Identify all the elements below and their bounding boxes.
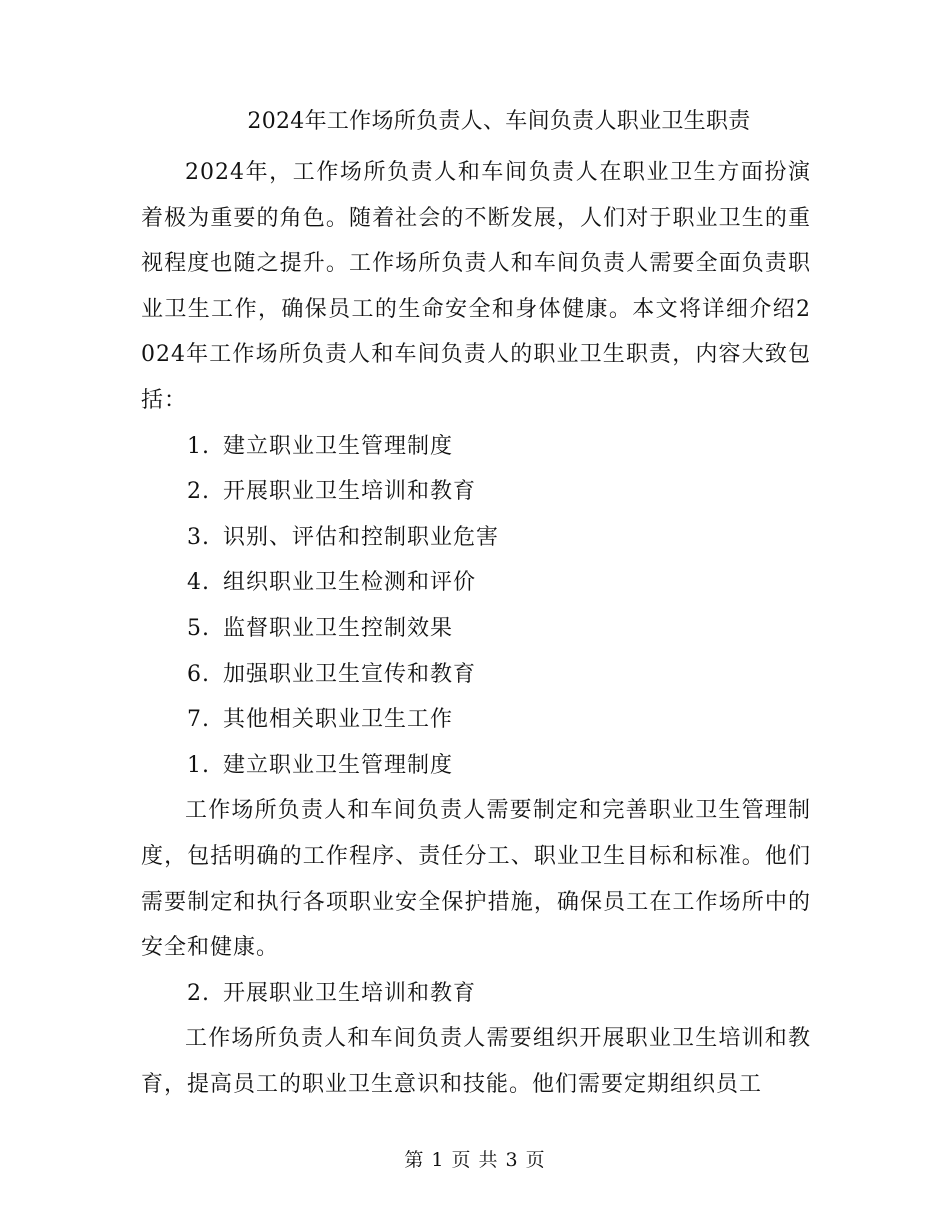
outline-item xyxy=(141,424,811,470)
outline-item xyxy=(141,697,811,743)
document-body xyxy=(141,150,811,1107)
section-number: 1. xyxy=(187,752,210,778)
intro-paragraph: 2024年，工作场所负责人和车间负责人在职业卫生方面扮演着极为重要的角色。随着社会的不断发展，人们对于职业卫生的重视程度也随之提升。工作场所负责人和车间负责人需要全面负责职业卫生工作，确保员工的生命安全和身体健康。本文将详细介绍2024年工作场所负责人和车间负责人的职业卫生职责，内容大致包括： xyxy=(141,160,811,413)
page-footer: 第 1 页 共 3 页 xyxy=(404,1149,546,1171)
outline-item xyxy=(141,515,811,561)
outline-number: 4. xyxy=(187,570,210,596)
outline-text: 组织职业卫生检测和评价 xyxy=(223,570,477,596)
outline-text: 加强职业卫生宣传和教育 xyxy=(223,661,477,687)
outline-number: 1. xyxy=(187,433,210,459)
outline-number: 6. xyxy=(187,661,210,687)
outline-item xyxy=(141,606,811,652)
outline-text: 其他相关职业卫生工作 xyxy=(223,707,454,733)
section-heading-text: 建立职业卫生管理制度 xyxy=(223,752,454,778)
outline-item xyxy=(141,560,811,606)
section-heading xyxy=(141,743,811,789)
document-title: 2024年工作场所负责人、车间负责人职业卫生职责 xyxy=(247,109,751,134)
section-paragraph: 工作场所负责人和车间负责人需要组织开展职业卫生培训和教育，提高员工的职业卫生意识和技能。他们需要定期组织员工 xyxy=(141,1026,811,1097)
section-heading xyxy=(141,971,811,1017)
outline-number: 2. xyxy=(187,479,210,505)
outline-text: 识别、评估和控制职业危害 xyxy=(223,524,500,550)
section-paragraph: 工作场所负责人和车间负责人需要制定和完善职业卫生管理制度，包括明确的工作程序、责任分工、职业卫生目标和标准。他们需要制定和执行各项职业安全保护措施，确保员工在工作场所中的安全和健康。 xyxy=(141,798,811,961)
outline-text: 监督职业卫生控制效果 xyxy=(223,615,454,641)
section-number: 2. xyxy=(187,980,210,1006)
outline-item xyxy=(141,652,811,698)
outline-number: 5. xyxy=(187,615,210,641)
outline-text: 开展职业卫生培训和教育 xyxy=(223,479,477,505)
outline-number: 7. xyxy=(187,707,210,733)
outline-text: 建立职业卫生管理制度 xyxy=(223,433,454,459)
outline-item xyxy=(141,469,811,515)
outline-number: 3. xyxy=(187,524,210,550)
section-heading-text: 开展职业卫生培训和教育 xyxy=(223,980,477,1006)
